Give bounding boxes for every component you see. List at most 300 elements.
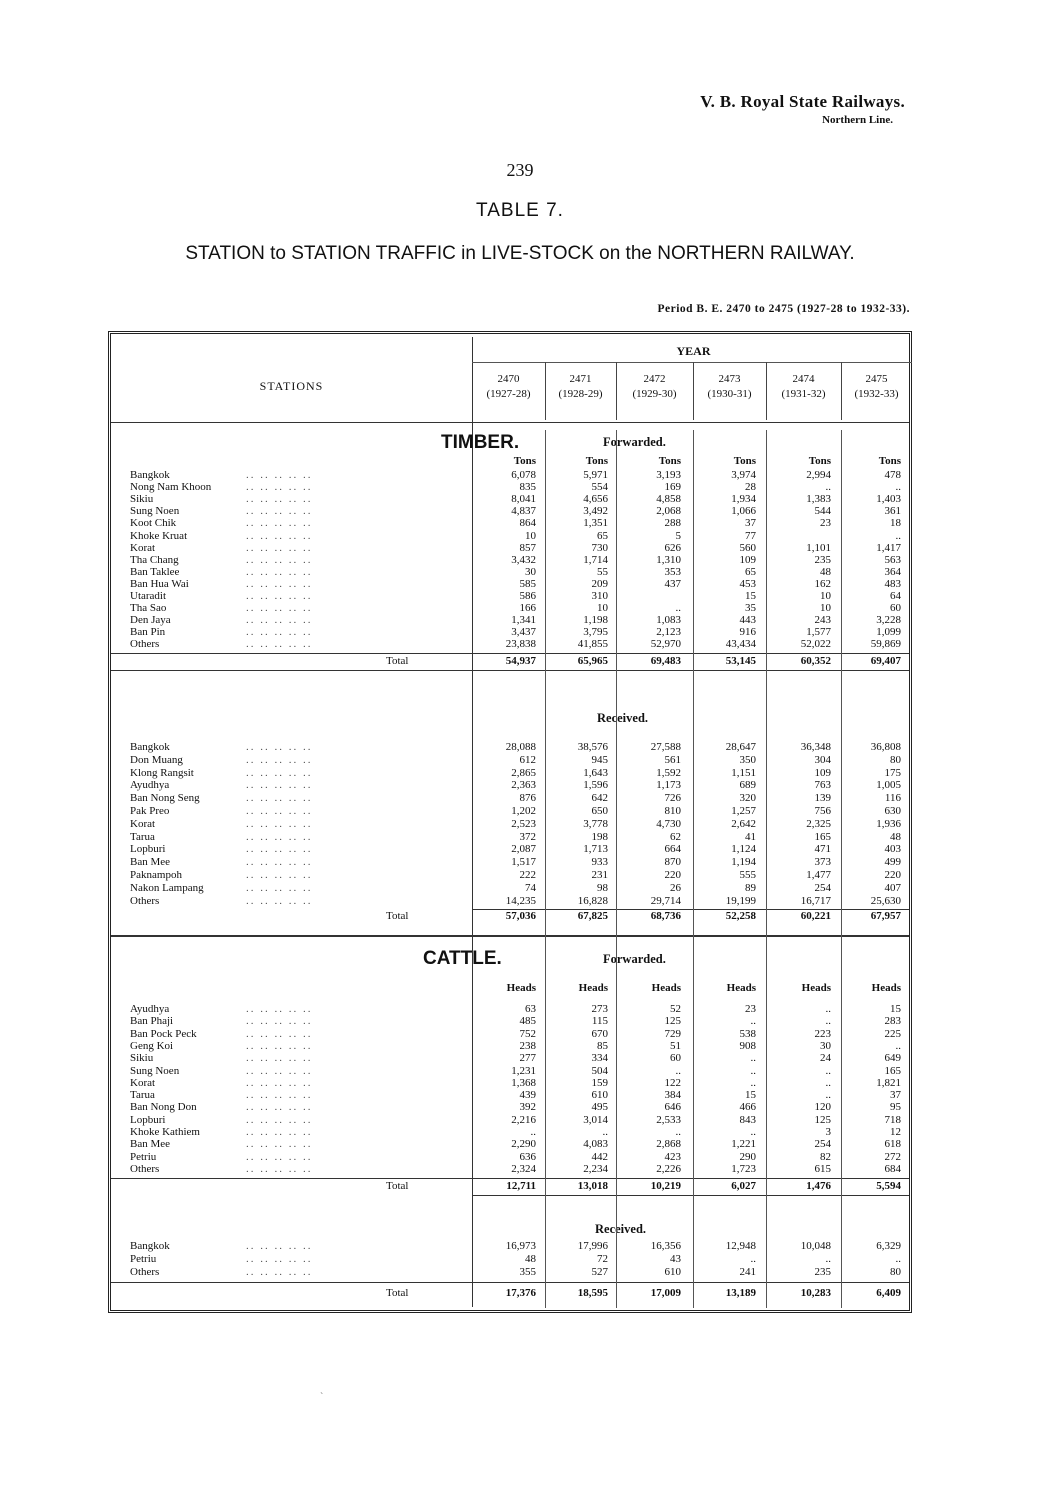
cell-value: 5,594	[876, 1180, 901, 1193]
cell-value: 16,828	[577, 894, 608, 907]
cell-value: 74	[525, 881, 536, 894]
station-name: Tarua	[130, 830, 155, 843]
column-divider	[693, 430, 694, 1308]
cell-value: 254	[814, 1138, 831, 1151]
cell-value: 1,368	[511, 1076, 536, 1089]
cell-value: 24	[820, 1052, 831, 1065]
cell-value: 2,363	[511, 779, 536, 792]
cell-value: 62	[670, 830, 681, 843]
cell-value: 646	[664, 1101, 681, 1114]
cell-value: 162	[814, 577, 831, 590]
cell-value: ..	[602, 1126, 608, 1138]
leader-dots: .. .. .. .. ..	[246, 1126, 313, 1138]
cell-value: ..	[750, 1126, 756, 1138]
table-row	[126, 469, 906, 482]
cell-value: 37	[745, 517, 756, 530]
leader-dots: .. .. .. .. ..	[246, 881, 313, 894]
cell-value: ..	[750, 1253, 756, 1265]
cell-value: 5	[675, 529, 681, 542]
table-row	[126, 1151, 906, 1164]
cell-value: 649	[884, 1052, 901, 1065]
subtotal-rule	[111, 653, 909, 654]
cell-value: 15	[890, 1003, 901, 1015]
year-header	[842, 372, 911, 402]
cell-value: 1,194	[731, 856, 756, 869]
cell-value: 320	[739, 792, 756, 805]
cell-value: 442	[591, 1150, 608, 1163]
station-name: Others	[130, 1162, 160, 1175]
cell-value: 27,588	[650, 741, 681, 753]
leader-dots: .. .. .. .. ..	[246, 1138, 313, 1151]
cell-value: 364	[884, 565, 901, 578]
cell-value: 36,808	[870, 741, 901, 753]
year-ad-label: (1931-32)	[781, 388, 826, 400]
cell-value: 220	[884, 869, 901, 881]
cell-value: 372	[519, 830, 536, 843]
cell-value: 2,523	[511, 817, 536, 830]
cell-value: 283	[884, 1015, 901, 1028]
column-divider	[545, 430, 546, 1308]
cell-value: 23,838	[505, 638, 536, 651]
cell-value: 626	[664, 541, 681, 554]
cell-value: 241	[739, 1266, 756, 1278]
total-label: Total	[386, 1287, 409, 1299]
station-name: Sung Noen	[130, 1064, 180, 1077]
leader-dots: .. .. .. .. ..	[246, 779, 313, 792]
cell-value: ..	[895, 1039, 901, 1052]
cell-value: 361	[884, 505, 901, 518]
cell-value: 290	[739, 1150, 756, 1163]
unit-label: Tons	[585, 455, 608, 467]
station-name: Sung Noen	[130, 505, 180, 518]
cell-value: 13,189	[725, 1287, 756, 1299]
leader-dots: .. .. .. .. ..	[246, 1003, 313, 1015]
station-name: Petriu	[130, 1150, 157, 1163]
year-ad-label: (1932-33)	[854, 388, 899, 400]
cell-value: 65,965	[577, 654, 608, 667]
station-name: Lopburi	[130, 843, 166, 856]
table-row	[126, 1015, 906, 1028]
cell-value: 17,376	[505, 1287, 536, 1299]
leader-dots: .. .. .. .. ..	[246, 741, 313, 753]
cell-value: ..	[895, 1253, 901, 1265]
cell-value: 1,596	[583, 779, 608, 792]
cell-value: 72	[597, 1253, 608, 1265]
table-row	[126, 1101, 906, 1114]
leader-dots: .. .. .. .. ..	[246, 1039, 313, 1052]
cell-value: 726	[664, 792, 681, 805]
cell-value: 28	[745, 481, 756, 494]
cell-value: 443	[739, 614, 756, 627]
cell-value: 554	[591, 481, 608, 494]
cell-value: 23	[820, 517, 831, 530]
year-be-label: 2470	[497, 373, 520, 385]
table-row	[126, 1077, 906, 1090]
station-name: Ban Pock Peck	[130, 1027, 197, 1040]
table-row	[126, 895, 906, 908]
received-label: Received.	[595, 1222, 647, 1236]
cell-value: 273	[591, 1003, 608, 1015]
table-row	[126, 626, 906, 639]
unit-label: Tons	[878, 455, 901, 467]
cell-value: 373	[814, 856, 831, 869]
cell-value: 618	[884, 1138, 901, 1151]
leader-dots: .. .. .. .. ..	[246, 753, 313, 766]
leader-dots: .. .. .. .. ..	[246, 1101, 313, 1114]
cell-value: 560	[739, 541, 756, 554]
cell-value: 1,341	[511, 614, 536, 627]
cell-value: 48	[525, 1253, 536, 1265]
cell-value: 59,869	[870, 638, 901, 651]
cell-value: 2,068	[656, 505, 681, 518]
cell-value: 636	[519, 1150, 536, 1163]
cell-value: 54,937	[505, 654, 536, 667]
cell-value: 41,855	[577, 638, 608, 651]
leader-dots: .. .. .. .. ..	[246, 577, 313, 590]
leader-dots: .. .. .. .. ..	[246, 469, 313, 481]
leader-dots: .. .. .. .. ..	[246, 766, 313, 779]
station-name: Sikiu	[130, 1052, 154, 1065]
table-row	[126, 481, 906, 494]
year-ad-label: (1930-31)	[707, 388, 752, 400]
total-rule	[111, 670, 909, 671]
cell-value: ..	[825, 1015, 831, 1028]
cell-value: 175	[884, 766, 901, 779]
table-row	[126, 1052, 906, 1065]
cell-value: 350	[739, 753, 756, 766]
total-label: Total	[386, 910, 409, 923]
unit-label: Heads	[651, 982, 681, 994]
cell-value: 718	[884, 1113, 901, 1126]
cell-value: 12,948	[725, 1240, 756, 1252]
cell-value: 650	[591, 805, 608, 817]
year-header	[546, 372, 615, 402]
cell-value: 1,936	[876, 817, 901, 830]
cell-value: 1,351	[583, 517, 608, 530]
cell-value: 16,717	[800, 894, 831, 907]
cell-value: ..	[750, 1076, 756, 1089]
column-divider	[766, 430, 767, 1308]
cell-value: 85	[597, 1039, 608, 1052]
cell-value: 1,124	[731, 843, 756, 856]
station-name: Others	[130, 1266, 160, 1278]
cell-value: 165	[884, 1064, 901, 1077]
table-row	[126, 1266, 906, 1279]
station-name: Tarua	[130, 1089, 155, 1102]
cell-value: 77	[745, 529, 756, 542]
cell-value: 30	[525, 565, 536, 578]
station-name: Others	[130, 894, 160, 907]
cell-value: 2,642	[731, 817, 756, 830]
cell-value: 122	[664, 1076, 681, 1089]
cell-value: 3	[825, 1126, 831, 1138]
cell-value: 159	[591, 1076, 608, 1089]
cell-value: 37	[890, 1089, 901, 1102]
cell-value: 304	[814, 753, 831, 766]
table-row	[126, 856, 906, 869]
leader-dots: .. .. .. .. ..	[246, 894, 313, 907]
cell-value: 612	[519, 753, 536, 766]
cell-value: 17,996	[577, 1240, 608, 1252]
header-title: V. B. Royal State Railways.	[700, 92, 905, 111]
leader-dots: .. .. .. .. ..	[246, 481, 313, 494]
cell-value: 684	[884, 1162, 901, 1175]
cell-value: 355	[519, 1266, 536, 1278]
cell-value: 243	[814, 614, 831, 627]
cell-value: 483	[884, 577, 901, 590]
station-name: Paknampoh	[130, 869, 182, 881]
cell-value: 1,476	[806, 1180, 831, 1193]
cell-value: 544	[814, 505, 831, 518]
leader-dots: .. .. .. .. ..	[246, 565, 313, 578]
cell-value: 1,083	[656, 614, 681, 627]
cell-value: 466	[739, 1101, 756, 1114]
cell-value: 43	[670, 1253, 681, 1265]
cell-value: 6,078	[511, 469, 536, 481]
table-row	[126, 741, 906, 754]
leader-dots: .. .. .. .. ..	[246, 817, 313, 830]
unit-label: Heads	[871, 982, 901, 994]
cell-value: 495	[591, 1101, 608, 1114]
unit-label: Heads	[578, 982, 608, 994]
section-title-cattle: CATTLE.	[423, 948, 502, 969]
cell-value: 810	[664, 805, 681, 817]
leader-dots: .. .. .. .. ..	[246, 830, 313, 843]
cell-value: 1,005	[876, 779, 901, 792]
cell-value: 3,492	[583, 505, 608, 518]
cell-value: 43,434	[725, 638, 756, 651]
cell-value: ..	[675, 1064, 681, 1077]
cell-value: 10,283	[800, 1287, 831, 1299]
cell-value: 3,432	[511, 553, 536, 566]
cell-value: 916	[739, 626, 756, 639]
forwarded-label: Forwarded.	[603, 435, 666, 449]
cell-value: 18	[890, 517, 901, 530]
table-row	[126, 792, 906, 805]
cell-value: ..	[895, 529, 901, 542]
leader-dots: .. .. .. .. ..	[246, 1150, 313, 1163]
cell-value: 1,934	[731, 493, 756, 506]
cell-value: 1,713	[583, 843, 608, 856]
station-name: Nong Nam Khoon	[130, 481, 212, 494]
cell-value: 2,234	[583, 1162, 608, 1175]
cell-value: ..	[825, 1089, 831, 1102]
cell-value: 2,226	[656, 1162, 681, 1175]
cell-value: 272	[884, 1150, 901, 1163]
station-name: Khoke Kruat	[130, 529, 188, 542]
table-row	[126, 1138, 906, 1151]
cell-value: 1,231	[511, 1064, 536, 1077]
cell-value: 310	[591, 590, 608, 602]
cell-value: 35	[745, 602, 756, 615]
cell-value: 1,577	[806, 626, 831, 639]
table-row	[126, 1065, 906, 1078]
cell-value: 16,356	[650, 1240, 681, 1252]
table-row	[126, 1003, 906, 1016]
cell-value: 615	[814, 1162, 831, 1175]
station-name: Ban Mee	[130, 856, 171, 869]
cell-value: 109	[814, 766, 831, 779]
cell-value: 19,199	[725, 894, 756, 907]
station-name: Ayudhya	[130, 779, 170, 792]
cell-value: 6,027	[731, 1180, 756, 1193]
year-rule	[472, 362, 912, 363]
cell-value: 876	[519, 792, 536, 805]
cell-value: ..	[825, 1064, 831, 1077]
table-row	[126, 1126, 906, 1139]
station-name: Bangkok	[130, 469, 170, 481]
cell-value: 38,576	[577, 741, 608, 753]
cell-value: 6,409	[876, 1287, 901, 1299]
cell-value: 555	[739, 869, 756, 881]
cell-value: 752	[519, 1027, 536, 1040]
cell-value: ..	[825, 1253, 831, 1265]
unit-label: Heads	[726, 982, 756, 994]
cell-value: 26	[670, 881, 681, 894]
cell-value: ..	[750, 1015, 756, 1028]
cell-value: 2,533	[656, 1113, 681, 1126]
cell-value: 235	[814, 1266, 831, 1278]
station-name: Tha Chang	[130, 553, 179, 566]
cell-value: 2,994	[806, 469, 831, 481]
cell-value: 120	[814, 1101, 831, 1114]
cell-value: 610	[591, 1089, 608, 1102]
subtotal-rule	[111, 1178, 909, 1179]
station-name: Bangkok	[130, 741, 170, 753]
leader-dots: .. .. .. .. ..	[246, 602, 313, 615]
cell-value: 6,329	[876, 1240, 901, 1252]
leader-dots: .. .. .. .. ..	[246, 856, 313, 869]
cell-value: 139	[814, 792, 831, 805]
total-row	[126, 655, 906, 668]
cell-value: 98	[597, 881, 608, 894]
cell-value: 689	[739, 779, 756, 792]
unit-label: Tons	[733, 455, 756, 467]
unit-label: Tons	[658, 455, 681, 467]
table-row	[126, 805, 906, 818]
cell-value: 2,868	[656, 1138, 681, 1151]
leader-dots: .. .. .. .. ..	[246, 1266, 313, 1278]
year-header	[473, 372, 544, 402]
year-column-divider	[616, 362, 617, 420]
cell-value: 3,014	[583, 1113, 608, 1126]
header-rule	[111, 422, 909, 423]
table-row	[126, 1089, 906, 1102]
year-ad-label: (1928-29)	[558, 388, 603, 400]
cell-value: 52	[670, 1003, 681, 1015]
cell-value: 630	[884, 805, 901, 817]
year-be-label: 2472	[643, 373, 666, 385]
station-name: Ban Nong Don	[130, 1101, 197, 1114]
cell-value: ..	[895, 481, 901, 494]
cell-value: 353	[664, 565, 681, 578]
unit-label: Tons	[513, 455, 536, 467]
station-name: Sikiu	[130, 493, 154, 506]
column-divider	[616, 430, 617, 1308]
leader-dots: .. .. .. .. ..	[246, 590, 313, 602]
cell-value: 277	[519, 1052, 536, 1065]
cell-value: 82	[820, 1150, 831, 1163]
year-ad-label: (1927-28)	[486, 388, 531, 400]
cell-value: 2,324	[511, 1162, 536, 1175]
table-row	[126, 1040, 906, 1053]
table-row	[126, 1253, 906, 1266]
cell-value: 115	[591, 1015, 608, 1028]
cell-value: 4,858	[656, 493, 681, 506]
cell-value: 4,656	[583, 493, 608, 506]
cell-value: 478	[884, 469, 901, 481]
table-row	[126, 1163, 906, 1176]
table-title: TABLE 7.	[476, 200, 564, 221]
table-row	[126, 767, 906, 780]
unit-label: Heads	[506, 982, 536, 994]
year-label: YEAR	[676, 344, 711, 358]
cell-value: 504	[591, 1064, 608, 1077]
year-be-label: 2473	[718, 373, 741, 385]
header-subtitle: Northern Line.	[822, 114, 893, 126]
cell-value: 586	[519, 590, 536, 602]
table-row	[126, 1028, 906, 1041]
cell-value: 25,630	[870, 894, 901, 907]
cell-value: 3,193	[656, 469, 681, 481]
cell-value: 41	[745, 830, 756, 843]
cell-value: 67,825	[577, 910, 608, 923]
station-name: Utaradit	[130, 590, 167, 602]
cell-value: 1,198	[583, 614, 608, 627]
cell-value: 4,730	[656, 817, 681, 830]
cell-value: 48	[820, 565, 831, 578]
cell-value: 51	[670, 1039, 681, 1052]
cell-value: 80	[890, 753, 901, 766]
table-row	[126, 638, 906, 651]
cell-value: 561	[664, 753, 681, 766]
cell-value: 15	[745, 590, 756, 602]
station-name: Petriu	[130, 1253, 157, 1265]
cell-value: 439	[519, 1089, 536, 1102]
cell-value: 65	[745, 565, 756, 578]
cell-value: 1,202	[511, 805, 536, 817]
cell-value: 3,778	[583, 817, 608, 830]
cell-value: 756	[814, 805, 831, 817]
cell-value: 1,066	[731, 505, 756, 518]
cell-value: 423	[664, 1150, 681, 1163]
leader-dots: .. .. .. .. ..	[246, 1052, 313, 1065]
station-name: Ban Pin	[130, 626, 166, 639]
station-name: Ban Taklee	[130, 565, 180, 578]
table-row	[126, 602, 906, 615]
unit-label: Tons	[808, 455, 831, 467]
cell-value: 169	[664, 481, 681, 494]
table-row	[126, 869, 906, 882]
table-row	[126, 493, 906, 506]
table-row	[126, 754, 906, 767]
cell-value: 125	[814, 1113, 831, 1126]
cell-value: 52,022	[800, 638, 831, 651]
cell-value: 2,123	[656, 626, 681, 639]
cell-value: 1,643	[583, 766, 608, 779]
leader-dots: .. .. .. .. ..	[246, 1064, 313, 1077]
station-name: Pak Preo	[130, 805, 170, 817]
cell-value: 10	[525, 529, 536, 542]
total-row	[126, 1180, 906, 1193]
year-column-divider	[766, 362, 767, 420]
total-row	[126, 910, 906, 923]
cell-value: 1,723	[731, 1162, 756, 1175]
section-divider	[111, 935, 909, 937]
forwarded-label: Forwarded.	[603, 952, 666, 966]
cell-value: 407	[884, 881, 901, 894]
cell-value: 1,257	[731, 805, 756, 817]
